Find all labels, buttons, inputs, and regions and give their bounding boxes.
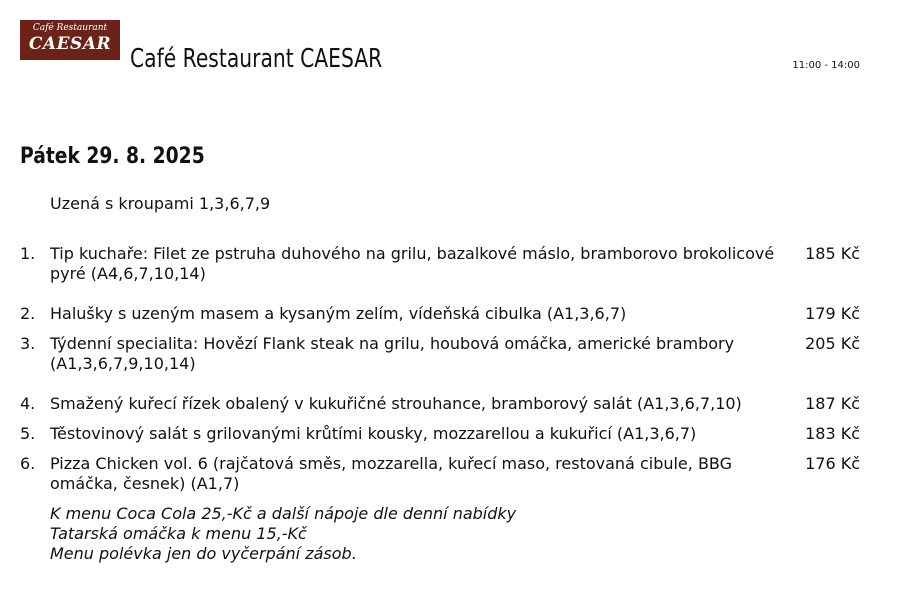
menu-item-price: 183 Kč [805, 424, 860, 443]
menu-item-number: 6. [20, 454, 36, 473]
menu-item-description: Těstovinový salát s grilovanými krůtími kousky, mozzarellou a kukuřicí (A1,3,6,7) [50, 424, 697, 443]
menu-note: Tatarská omáčka k menu 15,-Kč [50, 524, 307, 543]
menu-notes [50, 504, 516, 564]
menu-note: K menu Coca Cola 25,-Kč a další nápoje dle denní nabídky [50, 504, 517, 523]
menu-item-description: Týdenní specialita: Hovězí Flank steak na grilu, houbová omáčka, americké brambory (A1,3,6,7,9,10,14) [50, 334, 735, 373]
restaurant-logo [20, 20, 120, 60]
menu-item-price: 179 Kč [805, 304, 860, 323]
menu-item-number: 5. [20, 424, 36, 443]
menu-item-price: 185 Kč [805, 244, 860, 263]
menu-item-description: Halušky s uzeným masem a kysaným zelím, vídeňská cibulka (A1,3,6,7) [50, 304, 627, 323]
menu-item-price: 187 Kč [805, 394, 860, 413]
menu-date: Pátek 29. 8. 2025 [20, 144, 205, 169]
menu-item-price: 205 Kč [805, 334, 860, 353]
opening-hours: 11:00 - 14:00 [792, 60, 860, 71]
menu-item-price: 176 Kč [805, 454, 860, 473]
menu-item-number: 4. [20, 394, 36, 413]
menu-item-description: Tip kuchaře: Filet ze pstruha duhového na grilu, bazalkové máslo, bramborovo brokolicové pyré (A4,6,7,10,14) [50, 244, 775, 283]
logo-top-text: Café Restaurant [32, 23, 108, 33]
menu-item-number: 3. [20, 334, 36, 353]
logo-main-text: CAESAR [28, 34, 112, 54]
menu-item-number: 1. [20, 244, 36, 263]
page-title: Café Restaurant CAESAR [130, 44, 383, 74]
soup-of-the-day: Uzená s kroupami 1,3,6,7,9 [50, 194, 271, 213]
menu-item-description: Pizza Chicken vol. 6 (rajčatová směs, mozzarella, kuřecí maso, restovaná cibule, BBG omáčka, česnek) (A1,7) [50, 454, 733, 493]
menu-item-number: 2. [20, 304, 36, 323]
menu-item-description: Smažený kuřecí řízek obalený v kukuřičné strouhance, bramborový salát (A1,3,6,7,10) [50, 394, 742, 413]
menu-note: Menu polévka jen do vyčerpání zásob. [50, 544, 357, 563]
